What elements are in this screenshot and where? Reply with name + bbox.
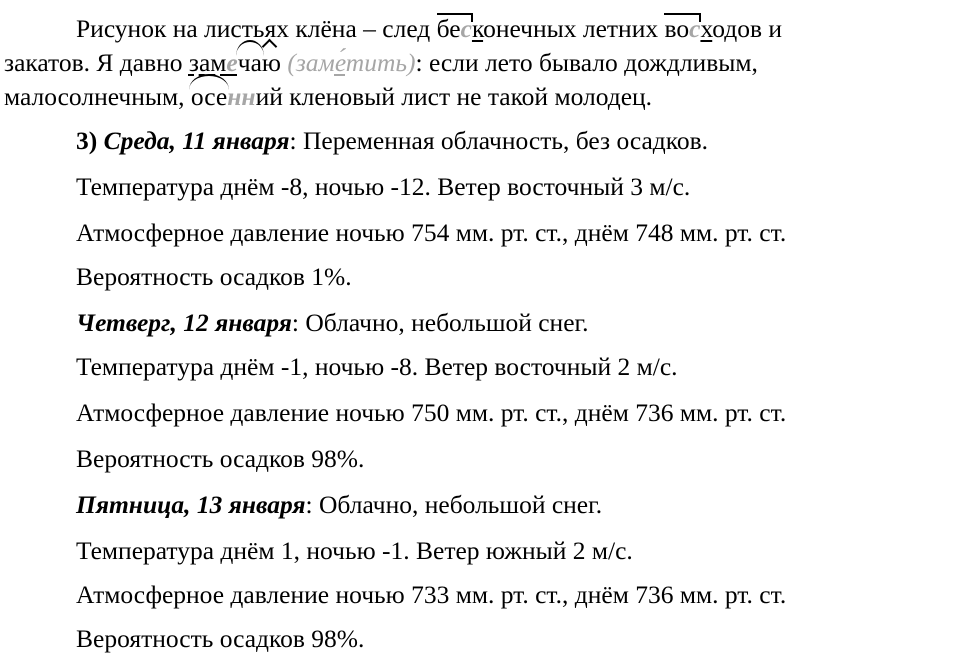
root-text: осе (190, 82, 228, 111)
day-title: Четверг, 12 января (76, 308, 292, 337)
text-run: одов и (712, 14, 783, 43)
text-run: : если лето бывало дождливым, (415, 48, 758, 77)
highlighted-letter: с (460, 14, 472, 43)
item-number: 3) (76, 126, 104, 155)
day-heading (76, 126, 708, 156)
probability-line: Вероятность осадков 1%. (76, 262, 352, 291)
prefix-mark (437, 14, 472, 44)
ending-mark (262, 48, 281, 78)
text-run: малосолнечным, (4, 82, 191, 111)
day-heading (76, 308, 588, 338)
intro-line-3 (4, 82, 652, 112)
underlined-word (189, 48, 262, 77)
day-summary: : Переменная облачность, без осадков. (289, 126, 709, 155)
probability-line: Вероятность осадков 98%. (76, 444, 365, 473)
prefix-mark (664, 14, 700, 44)
text-run: онечных летних (483, 14, 665, 43)
day-summary: : Облачно, небольшой снег. (291, 308, 589, 337)
day-title: Среда, 11 января (103, 126, 290, 155)
highlighted-letter: е (226, 48, 238, 77)
intro-line-2 (4, 48, 758, 78)
text-run: Рисунок на листьях клёна – след (76, 14, 437, 43)
check-word-part: (зам (287, 48, 335, 77)
day-title: Пятница, 13 января (76, 490, 306, 519)
temperature-line: Температура днём -8, ночью -12. Ветер восточный 3 м/с. (76, 172, 691, 201)
day-summary: : Облачно, небольшой снег. (305, 490, 603, 519)
root-arc (191, 82, 227, 112)
pressure-line: Атмосферное давление ночью 754 мм. рт. ст., днём 748 мм. рт. ст. (76, 218, 787, 247)
underlined-letter: х (700, 14, 713, 43)
text-run: закатов. Я давно (4, 48, 189, 77)
underlined-letter: к (471, 14, 484, 43)
root-arc (238, 48, 262, 78)
day-heading (76, 490, 602, 520)
check-word (287, 48, 415, 77)
prefix-text: во (664, 14, 690, 43)
highlighted-letter: с (689, 14, 701, 43)
temperature-line: Температура днём 1, ночью -1. Ветер южный 2 м/с. (76, 536, 633, 565)
stressed-letter: е́ (334, 48, 346, 77)
root-text: ча (237, 48, 262, 77)
highlighted-letters: нн (227, 82, 256, 111)
temperature-line: Температура днём -1, ночью -8. Ветер восточный 2 м/с. (76, 352, 678, 381)
pressure-line: Атмосферное давление ночью 750 мм. рт. ст., днём 736 мм. рт. ст. (76, 398, 787, 427)
prefix-text: бе (436, 14, 461, 43)
check-word-part: тить) (345, 48, 416, 77)
ending-text: ю (261, 48, 281, 77)
text-run: ий кленовый лист не такой молодец. (255, 82, 653, 111)
probability-line: Вероятность осадков 98%. (76, 624, 365, 653)
word-part: зам (188, 48, 227, 77)
intro-line-1 (76, 14, 782, 44)
pressure-line: Атмосферное давление ночью 733 мм. рт. ст., днём 736 мм. рт. ст. (76, 580, 787, 609)
